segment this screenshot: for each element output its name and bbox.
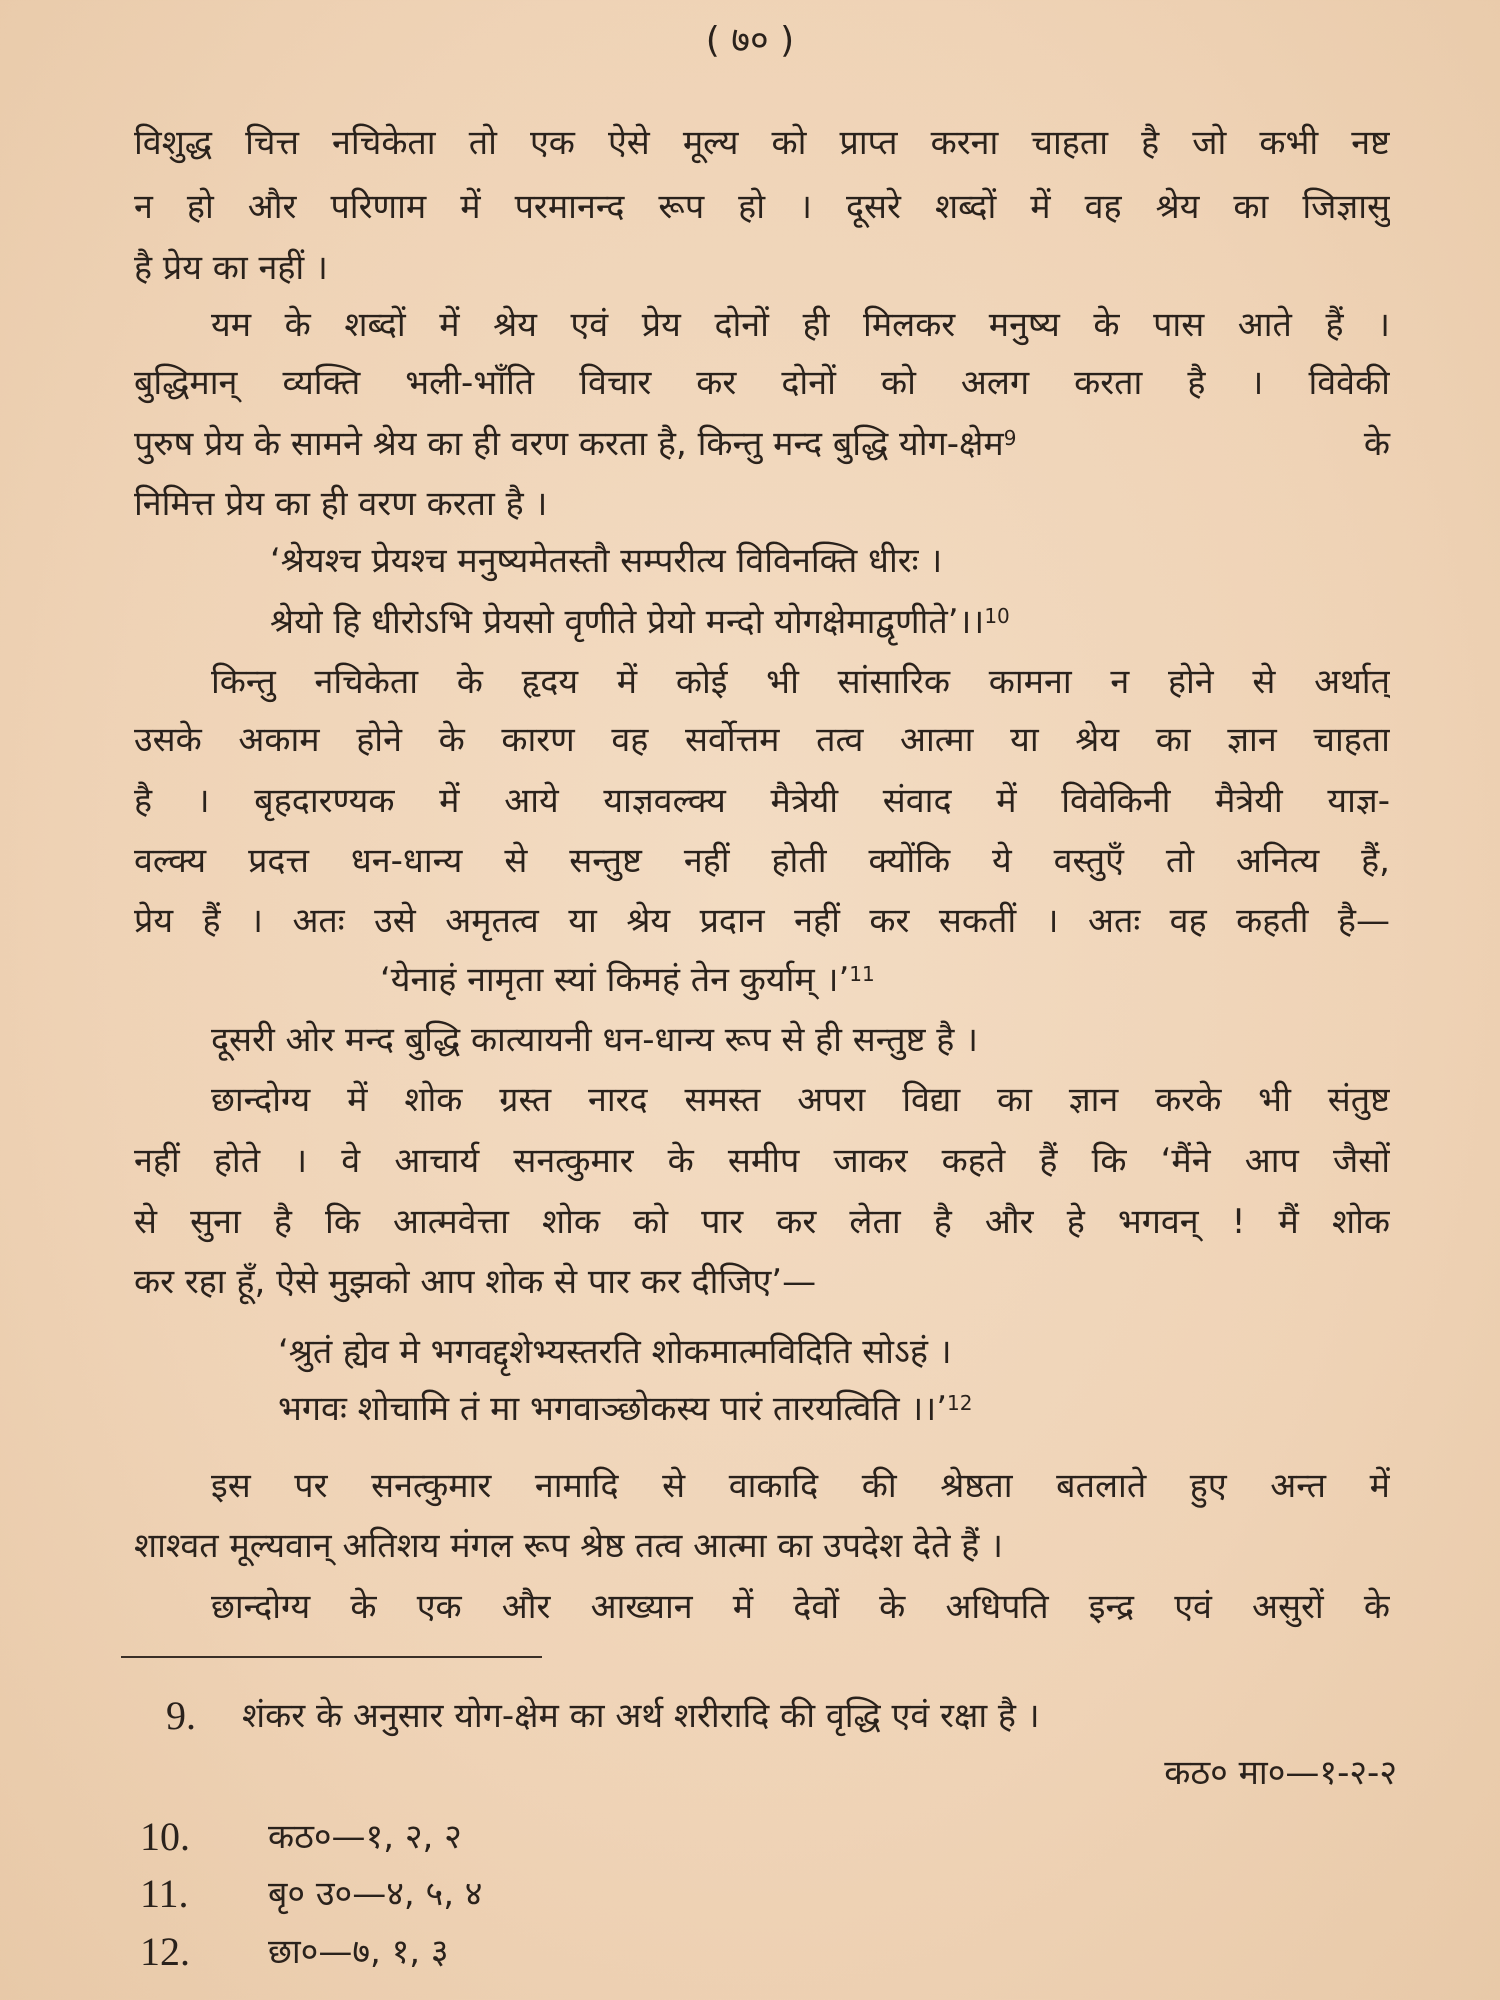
footnote-text: छा०—७, १, ३ <box>268 1932 449 1972</box>
verse-text: श्रेयो हि धीरोऽभि प्रेयसो वृणीते प्रेयो मन्दो योगक्षेमाद्वृणीते’।। <box>270 602 985 642</box>
verse-line <box>278 1387 1500 1431</box>
text-line: दूसरी ओर मन्द बुद्धि कात्यायनी धन-धान्य रूप से ही सन्तुष्ट है । <box>211 1020 979 1060</box>
text-line: कर रहा हूँ, ऐसे मुझको आप शोक से पार कर दीजिए’— <box>134 1262 817 1302</box>
text-line <box>134 422 1390 466</box>
text-line: प्रेय हैं । अतः उसे अमृतत्व या श्रेय प्रदान नहीं कर सकतीं । अतः वह कहती है— <box>134 901 1390 941</box>
footnote-12 <box>140 1929 449 1976</box>
verse-text: ‘येनाहं नामृता स्यां किमहं तेन कुर्याम् ।’ <box>380 960 850 1000</box>
text-line: इस पर सनत्कुमार नामादि से वाकादि की श्रेष्ठता बतलाते हुए अन्त में <box>211 1466 1390 1506</box>
footnote-divider <box>121 1656 542 1658</box>
text-line: वल्क्य प्रदत्त धन-धान्य से सन्तुष्ट नहीं होती क्योंकि ये वस्तुएँ तो अनित्य हैं, <box>134 841 1390 881</box>
text-line: न हो और परिणाम में परमानन्द रूप हो । दूसरे शब्दों में वह श्रेय का जिज्ञासु <box>134 187 1390 227</box>
text-line: शाश्वत मूल्यवान् अतिशय मंगल रूप श्रेष्ठ तत्व आत्मा का उपदेश देते हैं । <box>134 1526 1004 1566</box>
verse-line <box>270 600 1500 644</box>
footnote-number: 9. <box>166 1693 196 1738</box>
footnote-10 <box>140 1814 462 1861</box>
page-number: ( ७० ) <box>705 20 795 61</box>
verse-line: ‘श्रेयश्च प्रेयश्च मनुष्यमेतस्तौ सम्परीत्य विविनक्ति धीरः । <box>270 541 943 581</box>
text-line: छान्दोग्य के एक और आख्यान में देवों के अधिपति इन्द्र एवं असुरों के <box>211 1587 1390 1627</box>
text-line: से सुना है कि आत्मवेत्ता शोक को पार कर लेता है और हे भगवन् ! मैं शोक <box>134 1202 1390 1242</box>
text-segment-tail: के <box>1363 424 1390 464</box>
footnote-ref-10[interactable]: 10 <box>984 604 1010 628</box>
text-line: विशुद्ध चित्त नचिकेता तो एक ऐसे मूल्य को प्राप्त करना चाहता है जो कभी नष्ट <box>134 123 1390 163</box>
footnote-ref-11[interactable]: 11 <box>849 962 875 986</box>
text-line: यम के शब्दों में श्रेय एवं प्रेय दोनों ही मिलकर मनुष्य के पास आते हैं । <box>211 305 1390 345</box>
footnote-text: कठ०—१, २, २ <box>268 1817 462 1857</box>
text-line: निमित्त प्रेय का ही वरण करता है । <box>134 484 548 524</box>
footnote-9-source: कठ० मा०—१-२-२ <box>1164 1753 1397 1793</box>
text-line: है प्रेय का नहीं । <box>134 248 328 288</box>
text-line: है । बृहदारण्यक में आये याज्ञवल्क्य मैत्रेयी संवाद में विवेकिनी मैत्रेयी याज्ञ- <box>134 781 1390 821</box>
footnote-number: 10. <box>140 1814 190 1859</box>
text-line: छान्दोग्य में शोक ग्रस्त नारद समस्त अपरा विद्या का ज्ञान करके भी संतुष्ट <box>211 1080 1390 1120</box>
verse-line: ‘श्रुतं ह्येव मे भगवद्दृशेभ्यस्तरति शोकमात्मविदिति सोऽहं । <box>278 1332 952 1372</box>
footnote-number: 11. <box>140 1871 189 1916</box>
footnote-ref-9[interactable]: 9 <box>1003 426 1017 450</box>
footnote-number: 12. <box>140 1929 190 1974</box>
footnote-text: बृ० उ०—४, ५, ४ <box>268 1874 483 1914</box>
footnote-text: शंकर के अनुसार योग-क्षेम का अर्थ शरीरादि की वृद्धि एवं रक्षा है । <box>242 1696 1040 1736</box>
text-line: नहीं होते । वे आचार्य सनत्कुमार के समीप जाकर कहते हैं कि ‘मैंने आप जैसों <box>134 1141 1390 1181</box>
footnote-9 <box>166 1693 1040 1740</box>
text-line: बुद्धिमान् व्यक्ति भली-भाँति विचार कर दोनों को अलग करता है । विवेकी <box>134 363 1390 403</box>
text-line: उसके अकाम होने के कारण वह सर्वोत्तम तत्व आत्मा या श्रेय का ज्ञान चाहता <box>134 720 1390 760</box>
footnote-ref-12[interactable]: 12 <box>947 1391 973 1415</box>
text-segment-main: पुरुष प्रेय के सामने श्रेय का ही वरण करता है, किन्तु मन्द बुद्धि योग-क्षेम <box>134 424 1004 464</box>
text-line: किन्तु नचिकेता के हृदय में कोई भी सांसारिक कामना न होने से अर्थात् <box>211 662 1390 702</box>
verse-line <box>380 958 1500 1002</box>
footnote-11 <box>140 1871 483 1918</box>
text-segment <box>134 422 1016 466</box>
verse-text: भगवः शोचामि तं मा भगवाञ्छोकस्य पारं तारयत्विति ।।’ <box>278 1389 948 1429</box>
